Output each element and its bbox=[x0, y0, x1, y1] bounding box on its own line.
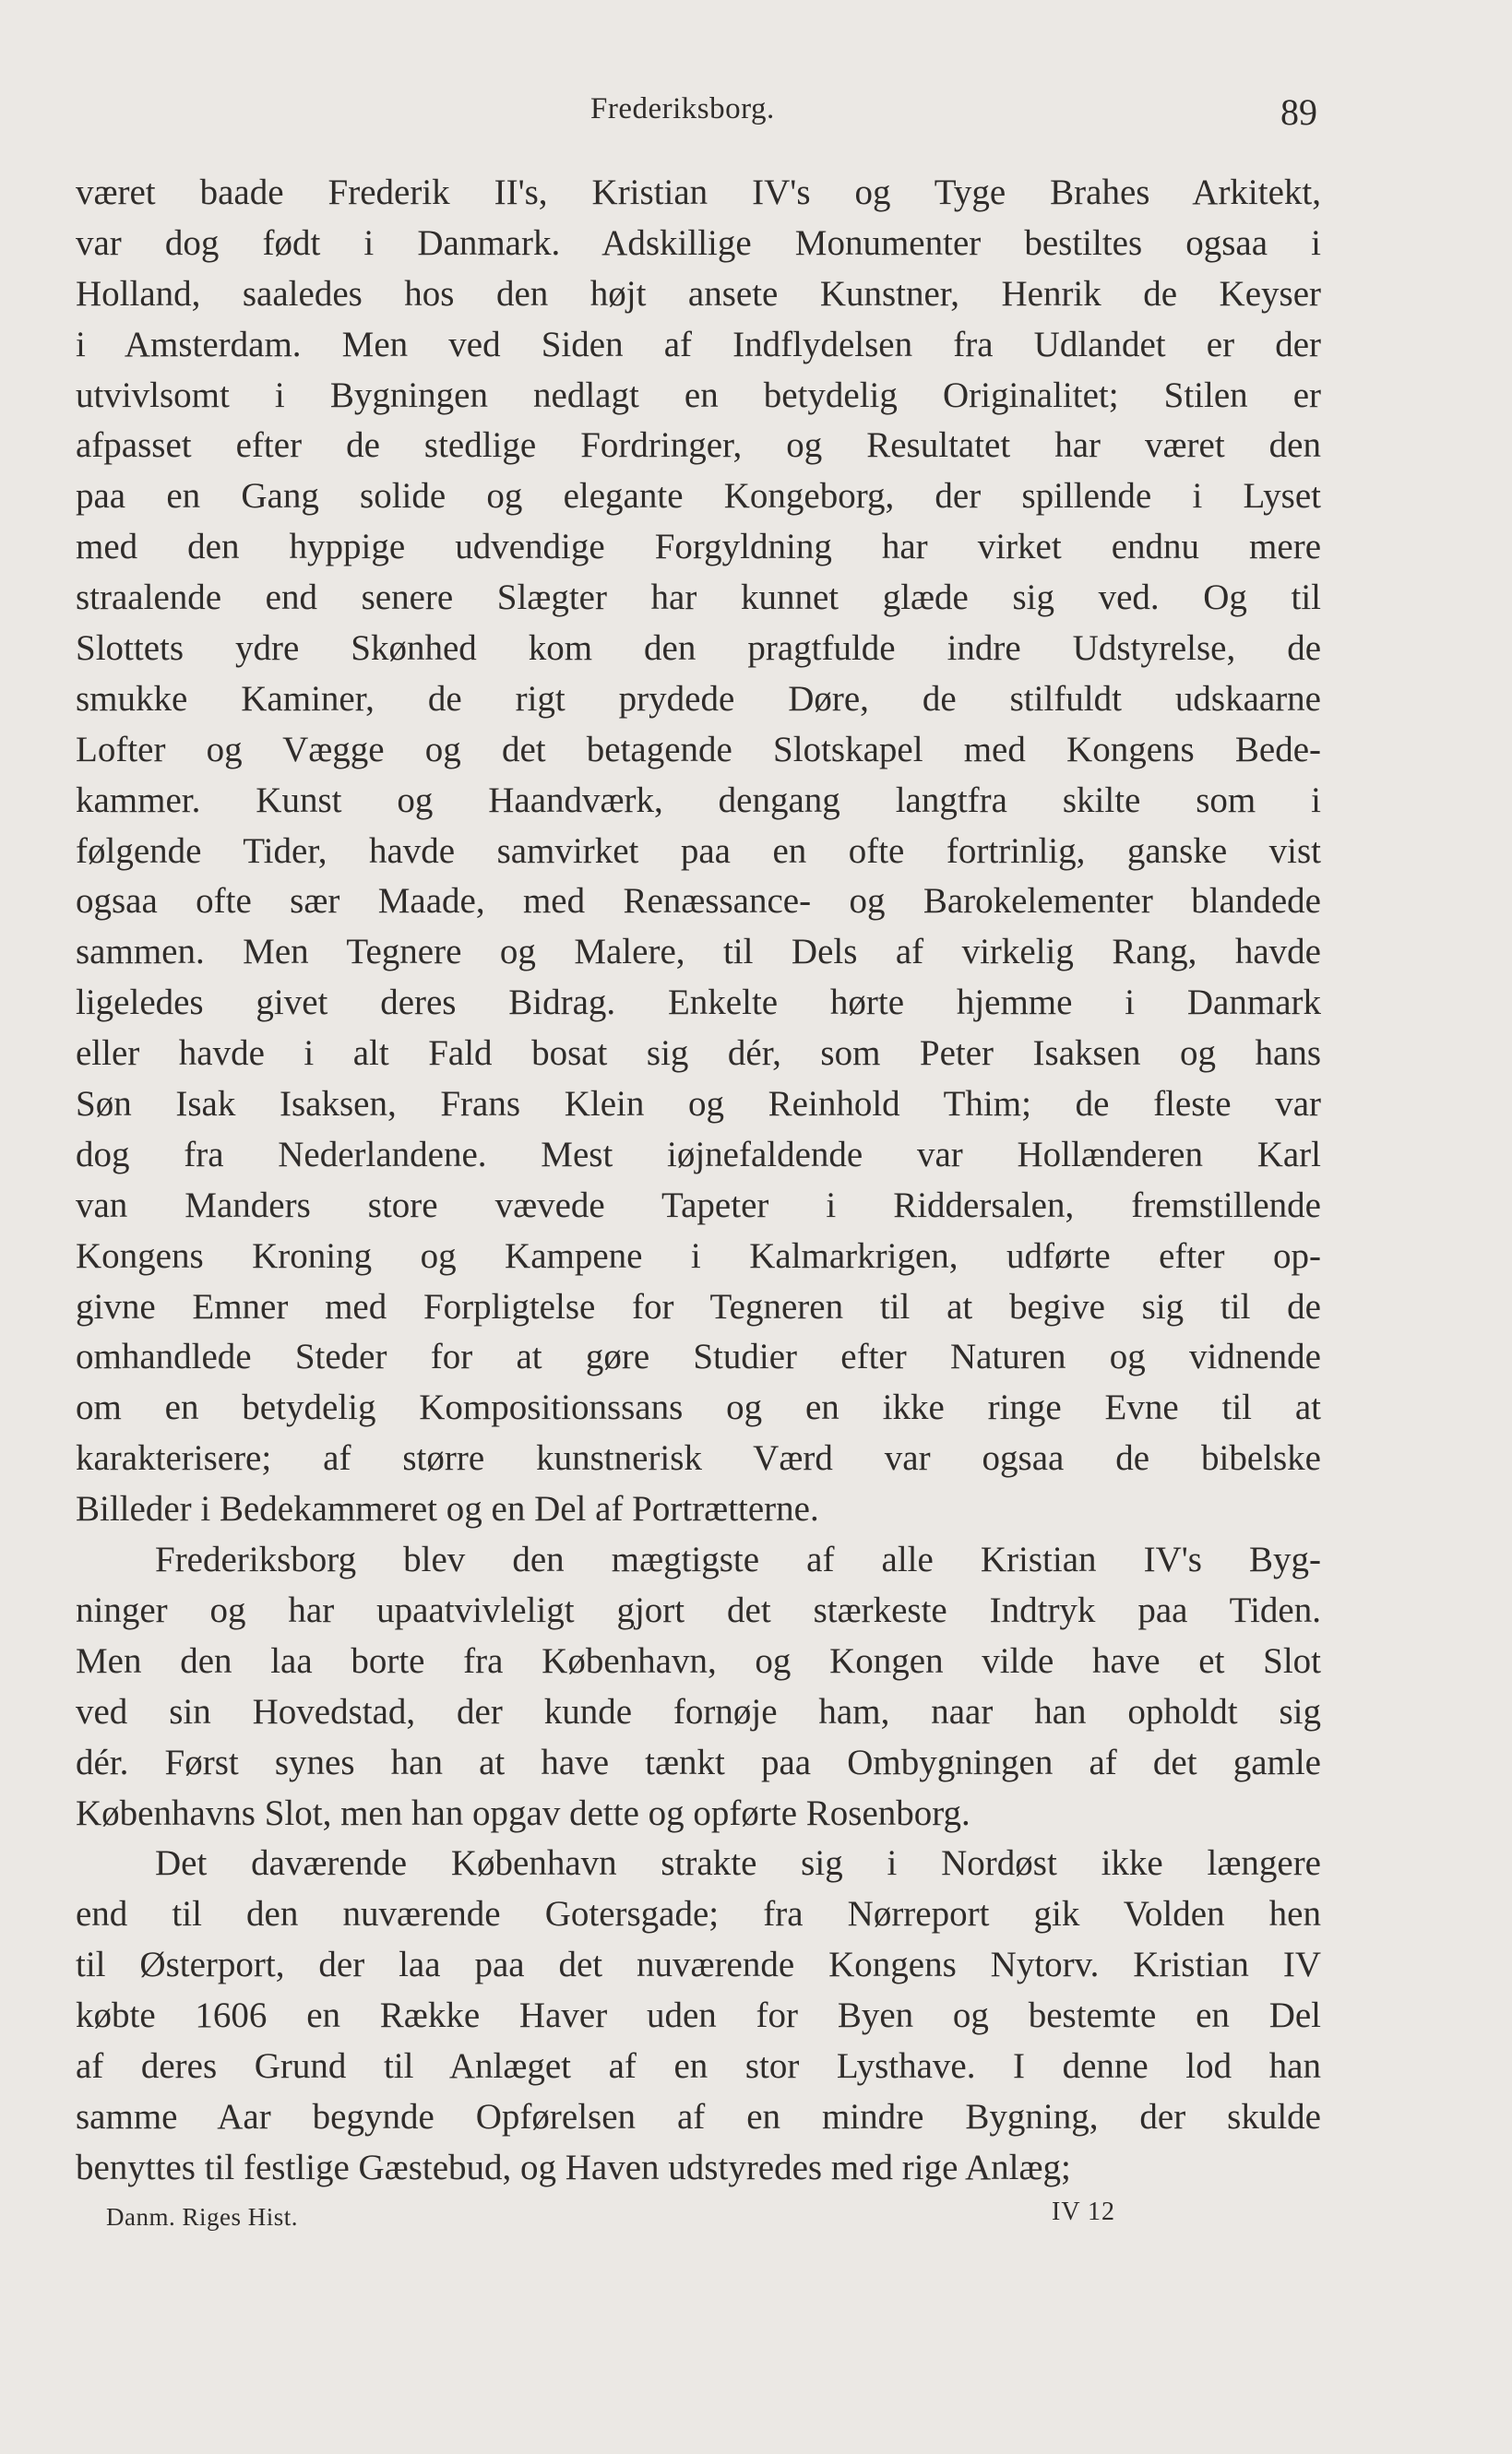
text-line: Frederiksborg blev den mægtigste af alle Kristian IV's Byg- bbox=[155, 1540, 1321, 1580]
text-line: til Østerport, der laa paa det nuværende Kongens Nytorv. Kristian IV bbox=[76, 1945, 1321, 1985]
text-line: af deres Grund til Anlæget af en stor Lysthave. I denne lod han bbox=[76, 2045, 1321, 2086]
text-line: ogsaa ofte sær Maade, med Renæssance- og Barokelementer blandede bbox=[76, 881, 1321, 922]
running-title: Frederiksborg. bbox=[590, 92, 775, 125]
text-line: ligeledes givet deres Bidrag. Enkelte hørte hjemme i Danmark bbox=[76, 983, 1321, 1023]
text-line: benyttes til festlige Gæstebud, og Haven udstyredes med rige Anlæg; bbox=[76, 2147, 1071, 2187]
text-line: Søn Isak Isaksen, Frans Klein og Reinhold Thim; de fleste var bbox=[76, 1084, 1321, 1125]
text-line: omhandlede Steder for at gøre Studier efter Naturen og vidnende bbox=[76, 1337, 1321, 1377]
text-line: følgende Tider, havde samvirket paa en ofte fortrinlig, ganske vist bbox=[76, 830, 1321, 871]
text-line: Kongens Kroning og Kampene i Kalmarkrigen, udførte efter op- bbox=[76, 1235, 1321, 1276]
body-text bbox=[76, 168, 1321, 2194]
text-line: afpasset efter de stedlige Fordringer, og Resultatet har været den bbox=[76, 425, 1321, 466]
paragraph bbox=[76, 168, 1321, 1535]
printer-signature: Danm. Riges Hist. bbox=[106, 2203, 298, 2231]
text-line: været baade Frederik II's, Kristian IV's og Tyge Brahes Arkitekt, bbox=[76, 173, 1321, 212]
text-line: ninger og har upaatvivleligt gjort det stærkeste Indtryk paa Tiden. bbox=[76, 1590, 1321, 1630]
text-line: var dog født i Danmark. Adskillige Monumenter bestiltes ogsaa i bbox=[76, 222, 1321, 263]
page-number: 89 bbox=[1280, 91, 1317, 133]
text-line: Billeder i Bedekammeret og en Del af Portrætterne. bbox=[76, 1489, 819, 1530]
text-line: karakterisere; af større kunstnerisk Værd var ogsaa de bibelske bbox=[76, 1438, 1321, 1479]
text-line: Men den laa borte fra København, og Kongen vilde have et Slot bbox=[76, 1640, 1321, 1681]
text-line: Lofter og Vægge og det betagende Slotskapel med Kongens Bede- bbox=[76, 729, 1321, 769]
text-line: om en betydelig Kompositionssans og en ikke ringe Evne til at bbox=[76, 1388, 1321, 1428]
text-line: straalende end senere Slægter har kunnet glæde sig ved. Og til bbox=[76, 578, 1321, 618]
text-line: utvivlsomt i Bygningen nedlagt en betydelig Originalitet; Stilen er bbox=[76, 375, 1321, 415]
text-line: med den hyppige udvendige Forgyldning har virket endnu mere bbox=[76, 527, 1321, 567]
text-line: købte 1606 en Række Haver uden for Byen og bestemte en Del bbox=[76, 1995, 1321, 2036]
running-head bbox=[0, 85, 1512, 131]
text-line: Det daværende København strakte sig i Nordøst ikke længere bbox=[155, 1843, 1321, 1884]
text-line: givne Emner med Forpligtelse for Tegneren til at begive sig til de bbox=[76, 1286, 1321, 1327]
text-line: kammer. Kunst og Haandværk, dengang langtfra skilte som i bbox=[76, 780, 1321, 820]
text-line: Holland, saaledes hos den højt ansete Kunstner, Henrik de Keyser bbox=[76, 273, 1321, 314]
text-line: Københavns Slot, men han opgav dette og opførte Rosenborg. bbox=[76, 1793, 970, 1833]
text-line: ved sin Hovedstad, der kunde fornøje ham, naar han opholdt sig bbox=[76, 1691, 1321, 1732]
text-line: i Amsterdam. Men ved Siden af Indflydelsen fra Udlandet er der bbox=[76, 324, 1321, 364]
sheet-signature: IV 12 bbox=[1052, 2198, 1116, 2226]
text-line: dog fra Nederlandene. Mest iøjnefaldende var Hollænderen Karl bbox=[76, 1134, 1321, 1174]
page-footer bbox=[0, 2194, 1512, 2240]
text-line: smukke Kaminer, de rigt prydede Døre, de stilfuldt udskaarne bbox=[76, 678, 1321, 719]
text-line: Slottets ydre Skønhed kom den pragtfulde indre Udstyrelse, de bbox=[76, 628, 1321, 669]
text-line: dér. Først synes han at have tænkt paa Ombygningen af det gamle bbox=[76, 1742, 1321, 1782]
text-line: paa en Gang solide og elegante Kongeborg, der spillende i Lyset bbox=[76, 476, 1321, 517]
text-line: van Manders store vævede Tapeter i Riddersalen, fremstillende bbox=[76, 1185, 1321, 1225]
paragraph bbox=[76, 1535, 1321, 1839]
paragraph bbox=[76, 1839, 1321, 2193]
text-line: samme Aar begynde Opførelsen af en mindre Bygning, der skulde bbox=[76, 2096, 1321, 2137]
text-line: end til den nuværende Gotersgade; fra Nørreport gik Volden hen bbox=[76, 1894, 1321, 1935]
text-line: sammen. Men Tegnere og Malere, til Dels af virkelig Rang, havde bbox=[76, 932, 1321, 972]
text-line: eller havde i alt Fald bosat sig dér, som Peter Isaksen og hans bbox=[76, 1033, 1321, 1074]
